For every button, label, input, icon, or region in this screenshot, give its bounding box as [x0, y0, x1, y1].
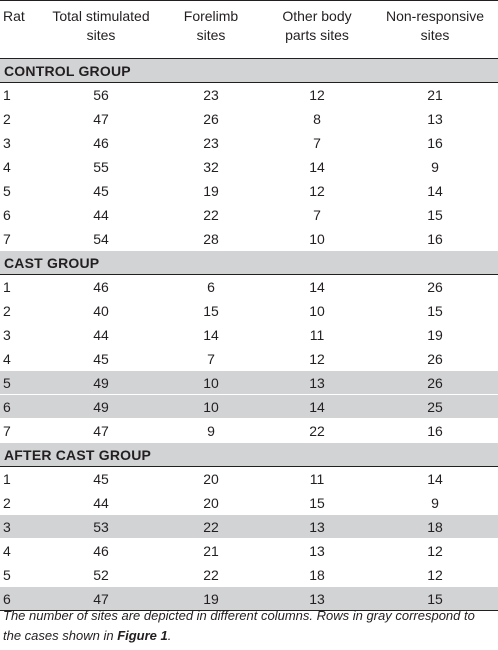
cell-non-responsive: 16 — [372, 419, 498, 443]
cell-other-body-parts: 10 — [262, 299, 372, 323]
cell-non-responsive: 12 — [372, 539, 498, 563]
cell-forelimb: 22 — [160, 515, 262, 539]
table-row — [0, 83, 498, 107]
table-row — [0, 515, 498, 539]
cell-other-body-parts: 7 — [262, 131, 372, 155]
cell-rat: 6 — [0, 395, 42, 419]
cell-rat: 1 — [0, 83, 42, 107]
table-row — [0, 371, 498, 395]
table-row — [0, 203, 498, 227]
cell-non-responsive: 21 — [372, 83, 498, 107]
caption-period: . — [167, 628, 172, 643]
group-row — [0, 59, 498, 83]
cell-non-responsive: 13 — [372, 107, 498, 131]
cell-non-responsive: 15 — [372, 587, 498, 611]
table-row — [0, 179, 498, 203]
cell-rat: 3 — [0, 323, 42, 347]
group-title: AFTER CAST GROUP — [0, 443, 498, 467]
table-row — [0, 563, 498, 587]
cell-rat: 1 — [0, 467, 42, 491]
cell-rat: 4 — [0, 539, 42, 563]
cell-rat: 5 — [0, 563, 42, 587]
cell-other-body-parts: 12 — [262, 347, 372, 371]
table-row — [0, 467, 498, 491]
cell-rat: 4 — [0, 155, 42, 179]
table-body — [0, 59, 498, 611]
cell-total-stimulated: 40 — [42, 299, 160, 323]
cell-other-body-parts: 14 — [262, 395, 372, 419]
cell-other-body-parts: 13 — [262, 515, 372, 539]
caption-text: The number of sites are depicted in different columns. Rows in gray correspond to the cases shown in — [3, 608, 475, 643]
cell-total-stimulated: 46 — [42, 539, 160, 563]
cell-total-stimulated: 49 — [42, 395, 160, 419]
cell-forelimb: 9 — [160, 419, 262, 443]
cell-forelimb: 10 — [160, 371, 262, 395]
cell-total-stimulated: 55 — [42, 155, 160, 179]
cell-forelimb: 19 — [160, 179, 262, 203]
cell-other-body-parts: 7 — [262, 203, 372, 227]
cell-other-body-parts: 11 — [262, 323, 372, 347]
cell-forelimb: 20 — [160, 467, 262, 491]
table-row — [0, 155, 498, 179]
cell-total-stimulated: 47 — [42, 587, 160, 611]
cell-other-body-parts: 12 — [262, 179, 372, 203]
table-row — [0, 539, 498, 563]
cell-forelimb: 19 — [160, 587, 262, 611]
cell-non-responsive: 26 — [372, 371, 498, 395]
cell-forelimb: 22 — [160, 563, 262, 587]
cell-rat: 6 — [0, 203, 42, 227]
cell-non-responsive: 26 — [372, 275, 498, 299]
cell-forelimb: 6 — [160, 275, 262, 299]
table-caption — [3, 606, 495, 646]
cell-forelimb: 10 — [160, 395, 262, 419]
cell-total-stimulated: 47 — [42, 419, 160, 443]
cell-non-responsive: 25 — [372, 395, 498, 419]
cell-rat: 7 — [0, 419, 42, 443]
cell-other-body-parts: 11 — [262, 467, 372, 491]
cell-forelimb: 21 — [160, 539, 262, 563]
cell-rat: 1 — [0, 275, 42, 299]
cell-total-stimulated: 44 — [42, 491, 160, 515]
table-row — [0, 275, 498, 299]
cell-other-body-parts: 13 — [262, 371, 372, 395]
group-row — [0, 251, 498, 275]
cell-non-responsive: 9 — [372, 155, 498, 179]
cell-non-responsive: 15 — [372, 203, 498, 227]
group-row — [0, 443, 498, 467]
table-row — [0, 227, 498, 251]
header-rat: Rat — [0, 1, 42, 59]
cell-total-stimulated: 45 — [42, 347, 160, 371]
cell-total-stimulated: 54 — [42, 227, 160, 251]
cell-rat: 7 — [0, 227, 42, 251]
cell-forelimb: 14 — [160, 323, 262, 347]
figure-reference: Figure 1 — [117, 628, 168, 643]
cell-non-responsive: 18 — [372, 515, 498, 539]
cell-total-stimulated: 46 — [42, 131, 160, 155]
cell-other-body-parts: 22 — [262, 419, 372, 443]
cell-forelimb: 7 — [160, 347, 262, 371]
group-title: CONTROL GROUP — [0, 59, 498, 83]
cell-forelimb: 26 — [160, 107, 262, 131]
cell-other-body-parts: 13 — [262, 539, 372, 563]
cell-total-stimulated: 52 — [42, 563, 160, 587]
cell-non-responsive: 14 — [372, 179, 498, 203]
cell-forelimb: 15 — [160, 299, 262, 323]
cell-total-stimulated: 49 — [42, 371, 160, 395]
cell-other-body-parts: 15 — [262, 491, 372, 515]
cell-total-stimulated: 44 — [42, 323, 160, 347]
cell-total-stimulated: 45 — [42, 467, 160, 491]
cell-non-responsive: 12 — [372, 563, 498, 587]
cell-forelimb: 28 — [160, 227, 262, 251]
cell-non-responsive: 16 — [372, 227, 498, 251]
cell-forelimb: 20 — [160, 491, 262, 515]
table-row — [0, 323, 498, 347]
cell-non-responsive: 14 — [372, 467, 498, 491]
header-forelimb: Forelimb sites — [160, 1, 262, 59]
table-row — [0, 299, 498, 323]
cell-rat: 3 — [0, 515, 42, 539]
cell-total-stimulated: 47 — [42, 107, 160, 131]
cell-total-stimulated: 45 — [42, 179, 160, 203]
table-row — [0, 395, 498, 419]
cell-forelimb: 32 — [160, 155, 262, 179]
cell-other-body-parts: 13 — [262, 587, 372, 611]
cell-rat: 2 — [0, 107, 42, 131]
cell-rat: 5 — [0, 371, 42, 395]
cell-rat: 5 — [0, 179, 42, 203]
table-row — [0, 347, 498, 371]
table-header — [0, 1, 498, 59]
cell-rat: 2 — [0, 491, 42, 515]
cell-other-body-parts: 14 — [262, 155, 372, 179]
cell-non-responsive: 16 — [372, 131, 498, 155]
header-row — [0, 1, 498, 59]
table-row — [0, 419, 498, 443]
cell-rat: 2 — [0, 299, 42, 323]
table-row — [0, 131, 498, 155]
cell-other-body-parts: 14 — [262, 275, 372, 299]
group-title: CAST GROUP — [0, 251, 498, 275]
cell-total-stimulated: 56 — [42, 83, 160, 107]
cell-non-responsive: 26 — [372, 347, 498, 371]
cell-other-body-parts: 18 — [262, 563, 372, 587]
cell-rat: 3 — [0, 131, 42, 155]
cell-non-responsive: 9 — [372, 491, 498, 515]
table-row — [0, 107, 498, 131]
cell-total-stimulated: 46 — [42, 275, 160, 299]
cell-forelimb: 22 — [160, 203, 262, 227]
header-non-responsive: Non-responsive sites — [372, 1, 498, 59]
cell-other-body-parts: 12 — [262, 83, 372, 107]
cell-rat: 6 — [0, 587, 42, 611]
table-row — [0, 491, 498, 515]
cell-total-stimulated: 53 — [42, 515, 160, 539]
cell-other-body-parts: 10 — [262, 227, 372, 251]
cell-forelimb: 23 — [160, 131, 262, 155]
cell-total-stimulated: 44 — [42, 203, 160, 227]
cell-rat: 4 — [0, 347, 42, 371]
header-total-stimulated: Total stimulated sites — [42, 1, 160, 59]
header-other-body-parts: Other body parts sites — [262, 1, 372, 59]
cell-other-body-parts: 8 — [262, 107, 372, 131]
cell-non-responsive: 19 — [372, 323, 498, 347]
cell-non-responsive: 15 — [372, 299, 498, 323]
cell-forelimb: 23 — [160, 83, 262, 107]
